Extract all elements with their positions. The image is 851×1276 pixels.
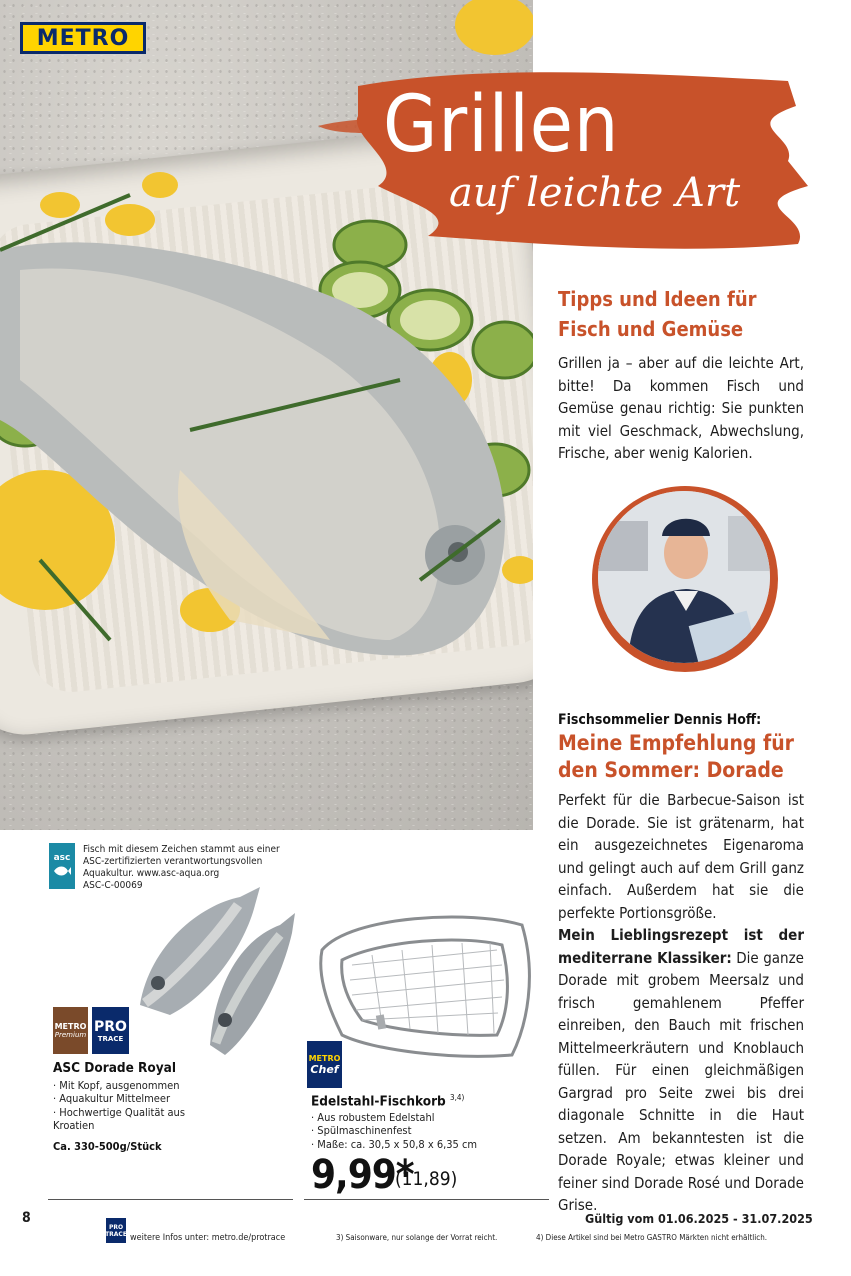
metro-premium-badge: [53, 1007, 88, 1054]
product2-price-gross: (11,89): [395, 1168, 458, 1190]
metro-premium-badge-brand: METRO: [54, 1022, 87, 1031]
intro-text: Grillen ja – aber auf die leichte Art, bitte! Da kommen Fisch und Gemüse genau richtig: Sie punkten mit viel Geschmack, Abwechslung, Frische, aber wenig Kalorien.: [558, 354, 804, 462]
sommelier-text-2: [558, 924, 804, 1217]
intro-heading: [558, 284, 757, 344]
fish-icon: [53, 863, 71, 879]
metro-premium-badge-label: Premium: [54, 1031, 87, 1039]
product1-bullet: · Aquakultur Mittelmeer: [53, 1092, 203, 1105]
product1-bullets: [53, 1079, 203, 1133]
asc-text: Fisch mit diesem Zeichen stammt aus einer ASC-zertifizierten verantwortungsvollen Aquakultur. www.asc-aqua.org: [83, 844, 280, 879]
asc-code: ASC-C-00069: [83, 880, 143, 891]
sommelier-name: Fischsommelier Dennis Hoff:: [558, 712, 762, 728]
asc-logo-text: asc: [53, 853, 71, 863]
product2-footnote: 3,4): [450, 1093, 465, 1102]
footer-rule-middle: [304, 1199, 549, 1200]
sommelier-text-1: Perfekt für die Barbecue-Saison ist die Dorade. Sie ist grätenarm, hat ein ausgezeichnetes Eigenaroma und gelingt auch auf dem Grill ganz einfach. Außerdem hat sie die perfekte Portionsgröße.: [558, 791, 804, 922]
sommelier-heading-line1: Meine Empfehlung für: [558, 731, 795, 755]
product2-bullet: · Spülmaschinenfest: [311, 1124, 531, 1137]
page-title: Grillen: [383, 80, 620, 170]
product1-title: ASC Dorade Royal: [53, 1060, 177, 1076]
pro-trace-badge: [92, 1007, 129, 1054]
recipe-text: Die ganze Dorade mit grobem Meersalz und frisch gemahlenem Pfeffer einreiben, den Bauch mit frischen Mittelmeerkräutern und Knoblauch füllen. Für einen gleichmäßigen Gargrad pro Seite zwei bis drei diagonale Schnitte in die Haut setzen. Am bekanntesten ist die Dorade Royale; etwas kleiner und feiner sind Dorade Rosé und Dorade Grise.: [558, 948, 804, 1214]
fish-basket-product-image: [312, 905, 542, 1065]
metro-chef-badge: [307, 1041, 342, 1088]
footnote-3: 3) Saisonware, nur solange der Vorrat reicht.: [336, 1233, 498, 1242]
sommelier-heading-line2: den Sommer: Dorade: [558, 758, 784, 782]
validity-dates: Gültig vom 01.06.2025 - 31.07.2025: [585, 1211, 813, 1226]
protrace-link[interactable]: weitere Infos unter: metro.de/protrace: [130, 1233, 286, 1243]
page-number: 8: [22, 1210, 31, 1226]
intro-heading-line1: Tipps und Ideen für: [558, 287, 757, 311]
asc-logo: [49, 843, 75, 889]
footer-rule-left: [48, 1199, 293, 1200]
metro-chef-badge-label: Chef: [310, 1062, 339, 1076]
footnote-4: 4) Diese Artikel sind bei Metro GASTRO Märkten nicht erhältlich.: [536, 1233, 768, 1242]
page-subtitle: auf leichte Art: [449, 170, 741, 216]
recipe-lead: Mein Lieblingsrezept ist der mediterrane Klassiker:: [558, 926, 804, 967]
metro-chef-badge-brand: METRO: [308, 1053, 341, 1063]
pro-trace-badge-pro: PRO: [94, 1018, 127, 1035]
person-icon: [598, 491, 770, 663]
intro-heading-line2: Fisch und Gemüse: [558, 317, 744, 341]
pro-trace-badge-trace: TRACE: [97, 1034, 124, 1043]
product2-bullet: · Aus robustem Edelstahl: [311, 1111, 531, 1124]
metro-logo[interactable]: [20, 22, 146, 54]
product1-weight: Ca. 330-500g/Stück: [53, 1140, 162, 1153]
product2-bullets: [311, 1111, 531, 1151]
metro-logo-text: METRO: [36, 25, 130, 51]
protrace-icon: PRO TRACE: [106, 1218, 126, 1243]
product2-title-text: Edelstahl-Fischkorb: [311, 1093, 446, 1110]
sommelier-heading: [558, 730, 794, 784]
dorade-product-image: [130, 885, 300, 1060]
product2-price: 9,99*: [311, 1152, 414, 1198]
product2-bullet: · Maße: ca. 30,5 x 50,8 x 6,35 cm: [311, 1138, 531, 1151]
product1-bullet: · Mit Kopf, ausgenommen: [53, 1079, 203, 1092]
product2-title: [311, 1093, 464, 1110]
sommelier-portrait: [598, 491, 770, 663]
product1-bullet: · Hochwertige Qualität aus Kroatien: [53, 1106, 203, 1133]
